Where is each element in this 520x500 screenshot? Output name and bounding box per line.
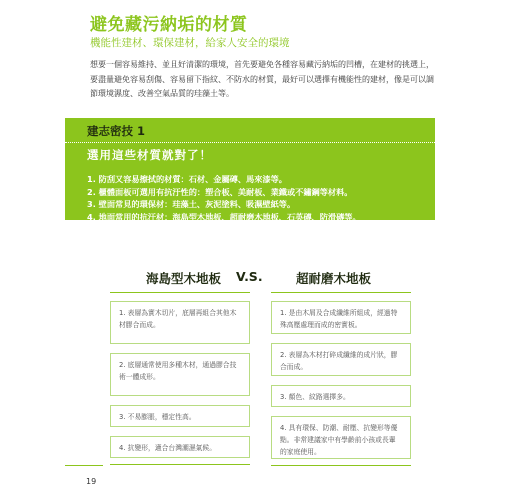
comparison-right-column: [271, 292, 411, 466]
tip-item: 4. 地面常用的抗汙材：海島型木地板、超耐磨木地板、石英磚、防滑磚等。: [87, 211, 361, 222]
page-title: 避免藏污納垢的材質: [90, 15, 248, 35]
comparison-left-title: 海島型木地板: [146, 271, 222, 286]
comparison-card: 1. 是由木屑及合成纖維所組成，經過特殊高壓處理而成的密實板。: [271, 301, 411, 334]
tip-box: [65, 118, 435, 220]
comparison-right-title: 超耐磨木地板: [296, 271, 372, 286]
tip-item: 2. 櫃體面板可選用有抗汙性的：塑合板、美耐板、業鐵或不鏽鋼等材料。: [87, 186, 353, 197]
comparison-card: 1. 表層為實木切片，底層再組合其他木材膠合而成。: [110, 301, 250, 344]
column-bottom-rule: [271, 465, 411, 466]
comparison-card: 2. 表層為木材打碎成纖維的成片狀，膠合而成。: [271, 343, 411, 376]
tip-divider: [65, 142, 435, 143]
comparison-card: 3. 不易膨脹，穩定性高。: [110, 405, 250, 427]
tip-label: 建志密技 1: [87, 124, 146, 138]
page-number: 19: [86, 477, 97, 486]
page-subtitle: 機能性建材、環保建材，給家人安全的環境: [90, 37, 290, 49]
tip-list: [87, 173, 361, 223]
comparison-card: 4. 具有環保、防潮、耐壓、抗變形等優點。非常建議家中有學齡前小孩或長輩的家庭使用。: [271, 416, 411, 459]
intro-paragraph: 想要一個容易維持、並且好清潔的環境，首先要避免各種容易藏污納垢的凹槽，在建材的挑選上，要盡量避免容易刮傷、容易留下指紋、不防水的材質，最好可以選擇有機能性的建材，像是可以調節環境濕度、改善空氣品質的珪藻土等。: [90, 60, 434, 98]
tip-heading: 選用這些材質就對了！: [87, 148, 212, 162]
comparison-card: 2. 底層通常使用多種木材，通過膠合技術一體成形。: [110, 353, 250, 396]
column-bottom-rule: [110, 464, 250, 465]
tip-item: 3. 壁面常見的環保材：珪藻土、灰泥塗料、吸濕壁紙等。: [87, 199, 296, 209]
tip-item: 1. 防刮又容易擦拭的材質：石材、金屬磚、馬來漆等。: [87, 174, 287, 184]
comparison-card: 3. 顏色、紋路選擇多。: [271, 385, 411, 407]
comparison-vs: V.S.: [236, 269, 263, 284]
comparison-left-column: [110, 292, 250, 465]
comparison-card: 4. 抗變形，適合台灣潮濕氣候。: [110, 436, 250, 458]
footer-rule: [65, 465, 103, 466]
